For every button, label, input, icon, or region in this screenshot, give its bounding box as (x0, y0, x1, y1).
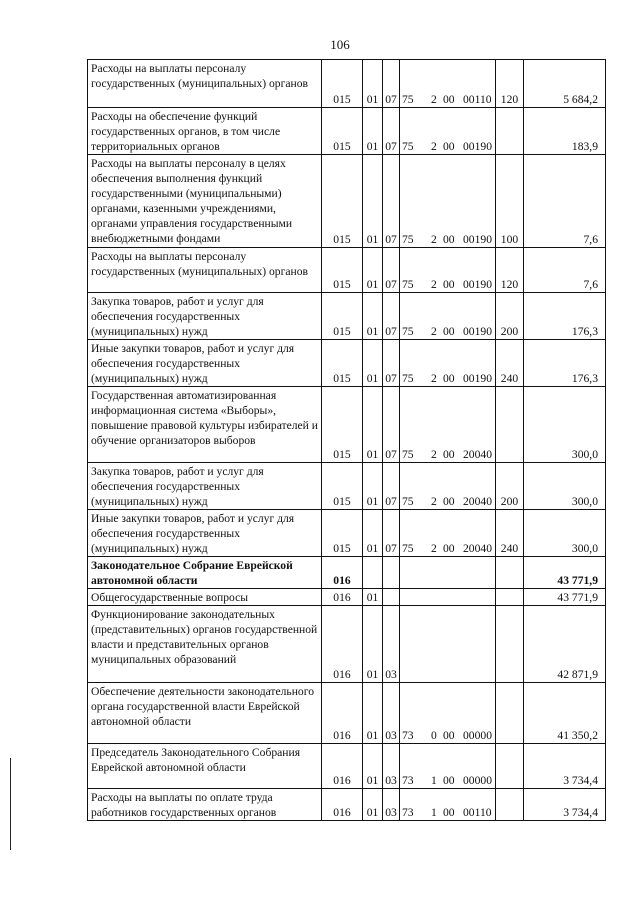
target-article-part: 00 (443, 729, 455, 742)
target-article-part: 2 (431, 140, 437, 153)
target-article-part: 00 (443, 448, 455, 461)
expense-name: Председатель Законодательного Собрания Еврейской автономной области (91, 746, 301, 774)
admin-code-cell: 016 (322, 606, 363, 683)
target-article-part: 2 (431, 495, 437, 508)
expense-name-cell (88, 789, 322, 821)
target-article-cell (400, 60, 496, 108)
target-article-cell (400, 789, 496, 821)
target-article-part: 00110 (463, 93, 492, 106)
expense-type-cell: 200 (496, 293, 524, 340)
admin-code-cell: 015 (322, 463, 363, 510)
target-article-cell (400, 557, 496, 589)
target-article-part: 00 (443, 774, 455, 787)
section-code-cell: 01 (363, 606, 383, 683)
section-code-cell: 01 (363, 293, 383, 340)
target-article-part: 20040 (463, 448, 492, 461)
target-article-part: 1 (431, 774, 437, 787)
table-row (88, 789, 606, 821)
admin-code-cell: 016 (322, 589, 363, 606)
section-code-cell: 01 (363, 463, 383, 510)
expense-type-cell: 120 (496, 248, 524, 293)
expense-name: Расходы на выплаты персоналу государственных (муниципальных) органов (91, 62, 308, 90)
admin-code-cell: 015 (322, 293, 363, 340)
table-row (88, 340, 606, 387)
section-code-cell: 01 (363, 683, 383, 744)
expense-name: Государственная автоматизированная информационная система «Выборы», повышение правовой культуры избирателей и обучение организаторов выборов (91, 389, 318, 447)
amount-cell: 7,6 (524, 155, 606, 248)
target-article-part: 00190 (463, 325, 492, 338)
subsection-code-cell: 03 (383, 606, 400, 683)
amount-cell: 176,3 (524, 340, 606, 387)
target-article-part: 2 (431, 372, 437, 385)
target-article-cell (400, 248, 496, 293)
margin-line (10, 758, 11, 850)
target-article-part: 2 (431, 233, 437, 246)
target-article-part: 75 (402, 278, 414, 291)
amount-cell: 3 734,4 (524, 744, 606, 789)
amount-cell: 7,6 (524, 248, 606, 293)
expense-name-cell (88, 683, 322, 744)
expense-type-cell: 240 (496, 510, 524, 557)
target-article-cell (400, 606, 496, 683)
section-code-cell: 01 (363, 744, 383, 789)
expense-name: Расходы на выплаты по оплате труда работников государственных органов (91, 791, 277, 819)
table-row (88, 108, 606, 155)
table-row (88, 744, 606, 789)
target-article-part: 75 (402, 542, 414, 555)
subsection-code-cell: 07 (383, 60, 400, 108)
expense-type-cell: 100 (496, 155, 524, 248)
admin-code-cell: 015 (322, 510, 363, 557)
target-article-cell (400, 387, 496, 463)
target-article-cell (400, 744, 496, 789)
target-article-part: 75 (402, 325, 414, 338)
expense-type-cell: 120 (496, 60, 524, 108)
amount-cell: 41 350,2 (524, 683, 606, 744)
subsection-code-cell (383, 589, 400, 606)
subsection-code-cell: 07 (383, 155, 400, 248)
expense-name: Расходы на выплаты персоналу государственных (муниципальных) органов (91, 250, 308, 278)
expense-type-cell (496, 589, 524, 606)
expense-type-cell (496, 789, 524, 821)
amount-cell: 300,0 (524, 463, 606, 510)
admin-code-cell: 015 (322, 248, 363, 293)
target-article-part: 00190 (463, 233, 492, 246)
target-article-part: 75 (402, 495, 414, 508)
target-article-cell (400, 293, 496, 340)
subsection-code-cell: 03 (383, 744, 400, 789)
table-row (88, 589, 606, 606)
target-article-cell (400, 683, 496, 744)
expense-name-cell (88, 557, 322, 589)
amount-cell: 300,0 (524, 510, 606, 557)
amount-cell: 3 734,4 (524, 789, 606, 821)
amount-cell: 183,9 (524, 108, 606, 155)
subsection-code-cell: 03 (383, 683, 400, 744)
subsection-code-cell (383, 557, 400, 589)
target-article-part: 2 (431, 542, 437, 555)
admin-code-cell: 016 (322, 744, 363, 789)
subsection-code-cell: 07 (383, 293, 400, 340)
target-article-part: 00190 (463, 140, 492, 153)
target-article-part: 20040 (463, 495, 492, 508)
target-article-part: 75 (402, 140, 414, 153)
amount-cell: 42 871,9 (524, 606, 606, 683)
amount-cell: 43 771,9 (524, 557, 606, 589)
page-number: 106 (330, 37, 350, 52)
expense-type-cell (496, 683, 524, 744)
admin-code-cell: 015 (322, 60, 363, 108)
target-article-part: 20040 (463, 542, 492, 555)
section-code-cell: 01 (363, 60, 383, 108)
target-article-part: 75 (402, 372, 414, 385)
target-article-part: 00 (443, 93, 455, 106)
section-code-cell: 01 (363, 108, 383, 155)
target-article-part: 00000 (463, 729, 492, 742)
expense-name-cell (88, 387, 322, 463)
expense-name-cell (88, 248, 322, 293)
target-article-part: 00 (443, 372, 455, 385)
target-article-part: 75 (402, 233, 414, 246)
target-article-part: 00000 (463, 774, 492, 787)
target-article-part: 00 (443, 233, 455, 246)
section-code-cell: 01 (363, 155, 383, 248)
section-code-cell (363, 557, 383, 589)
subsection-code-cell: 07 (383, 463, 400, 510)
table-row (88, 510, 606, 557)
admin-code-cell: 016 (322, 789, 363, 821)
target-article-cell (400, 463, 496, 510)
expense-name-cell (88, 60, 322, 108)
expense-name-cell (88, 589, 322, 606)
target-article-cell (400, 340, 496, 387)
amount-cell: 43 771,9 (524, 589, 606, 606)
section-code-cell: 01 (363, 248, 383, 293)
table-row (88, 387, 606, 463)
expense-name: Общегосударственные вопросы (91, 591, 249, 604)
target-article-cell (400, 155, 496, 248)
amount-cell: 176,3 (524, 293, 606, 340)
expense-type-cell (496, 387, 524, 463)
admin-code-cell: 015 (322, 387, 363, 463)
target-article-part: 0 (431, 729, 437, 742)
table-row (88, 606, 606, 683)
expense-name: Обеспечение деятельности законодательного органа государственной власти Еврейской автономной области (91, 685, 314, 728)
target-article-part: 2 (431, 278, 437, 291)
section-code-cell: 01 (363, 340, 383, 387)
section-code-cell: 01 (363, 510, 383, 557)
target-article-part: 75 (402, 93, 414, 106)
target-article-cell (400, 108, 496, 155)
budget-table (87, 59, 606, 821)
admin-code-cell: 016 (322, 683, 363, 744)
expense-name: Законодательное Собрание Еврейской автономной области (91, 559, 293, 587)
table-row (88, 463, 606, 510)
expense-type-cell (496, 744, 524, 789)
expense-type-cell (496, 606, 524, 683)
subsection-code-cell: 07 (383, 387, 400, 463)
target-article-part: 00 (443, 325, 455, 338)
expense-type-cell (496, 108, 524, 155)
target-article-part: 00190 (463, 278, 492, 291)
subsection-code-cell: 03 (383, 789, 400, 821)
target-article-part: 2 (431, 93, 437, 106)
expense-type-cell: 200 (496, 463, 524, 510)
target-article-part: 2 (431, 448, 437, 461)
table-row (88, 683, 606, 744)
target-article-part: 2 (431, 325, 437, 338)
target-article-part: 1 (431, 806, 437, 819)
admin-code-cell: 016 (322, 557, 363, 589)
section-code-cell: 01 (363, 387, 383, 463)
target-article-cell (400, 510, 496, 557)
expense-name: Закупка товаров, работ и услуг для обеспечения государственных (муниципальных) нужд (91, 465, 264, 508)
target-article-part: 00 (443, 140, 455, 153)
section-code-cell: 01 (363, 789, 383, 821)
target-article-part: 73 (402, 729, 414, 742)
section-code-cell: 01 (363, 589, 383, 606)
table-row (88, 248, 606, 293)
table-row (88, 60, 606, 108)
target-article-part: 00 (443, 806, 455, 819)
admin-code-cell: 015 (322, 340, 363, 387)
expense-name-cell (88, 155, 322, 248)
expense-name: Иные закупки товаров, работ и услуг для обеспечения государственных (муниципальных) нужд (91, 342, 295, 385)
table-row (88, 293, 606, 340)
expense-name: Иные закупки товаров, работ и услуг для обеспечения государственных (муниципальных) нужд (91, 512, 295, 555)
expense-name: Расходы на выплаты персоналу в целях обеспечения выполнения функций государственными (муниципальными) органами, казенными учреждениями, органами управления государственными внебюджетными фондами (91, 157, 293, 245)
amount-cell: 300,0 (524, 387, 606, 463)
target-article-part: 73 (402, 806, 414, 819)
expense-name: Расходы на обеспечение функций государственных органов, в том числе территориальных органов (91, 110, 281, 153)
target-article-part: 00110 (463, 806, 492, 819)
target-article-part: 73 (402, 774, 414, 787)
table-row (88, 155, 606, 248)
subsection-code-cell: 07 (383, 340, 400, 387)
expense-name-cell (88, 293, 322, 340)
expense-type-cell: 240 (496, 340, 524, 387)
expense-name: Закупка товаров, работ и услуг для обеспечения государственных (муниципальных) нужд (91, 295, 264, 338)
table-row (88, 557, 606, 589)
expense-type-cell (496, 557, 524, 589)
expense-name-cell (88, 340, 322, 387)
target-article-cell (400, 589, 496, 606)
expense-name: Функционирование законодательных (представительных) органов государственной власти и представительных органов муниципальных образований (91, 608, 318, 666)
admin-code-cell: 015 (322, 155, 363, 248)
expense-name-cell (88, 108, 322, 155)
expense-name-cell (88, 744, 322, 789)
subsection-code-cell: 07 (383, 248, 400, 293)
target-article-part: 00 (443, 542, 455, 555)
subsection-code-cell: 07 (383, 108, 400, 155)
subsection-code-cell: 07 (383, 510, 400, 557)
admin-code-cell: 015 (322, 108, 363, 155)
expense-name-cell (88, 606, 322, 683)
target-article-part: 00 (443, 278, 455, 291)
target-article-part: 00190 (463, 372, 492, 385)
target-article-part: 75 (402, 448, 414, 461)
expense-name-cell (88, 510, 322, 557)
amount-cell: 5 684,2 (524, 60, 606, 108)
target-article-part: 00 (443, 495, 455, 508)
expense-name-cell (88, 463, 322, 510)
